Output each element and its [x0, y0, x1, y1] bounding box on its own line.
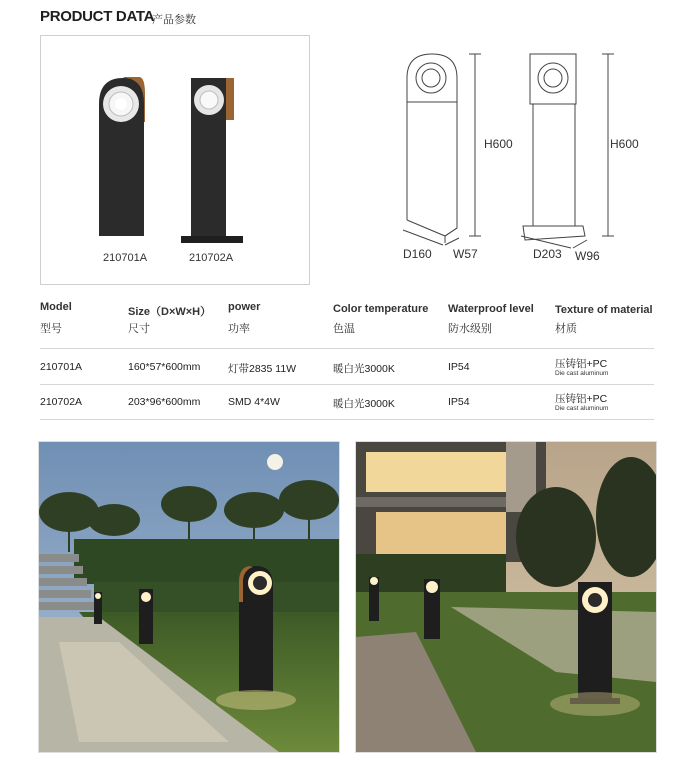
cell-model: 210701A: [40, 361, 83, 373]
table-rule-mid: [40, 384, 654, 385]
header-power: power: [228, 301, 261, 313]
product-210701a-image: [99, 77, 145, 236]
header-size: Size（D×W×H）: [128, 306, 212, 318]
cell-model: 210702A: [40, 396, 83, 408]
drawing-210702a: [521, 54, 614, 248]
cell-material: 压铸铝+PC: [555, 393, 608, 405]
cell-power: SMD 4*4W: [228, 396, 280, 408]
dim-height-b: H600: [610, 137, 639, 151]
header-size-cn: 尺寸: [128, 323, 150, 335]
product-photos: [41, 36, 309, 284]
cell-waterproof: IP54: [448, 361, 470, 373]
cell-material-en: Die cast aluminum: [555, 405, 609, 412]
dim-depth-b: D203: [533, 247, 562, 261]
drawing-210701a: [403, 54, 481, 245]
header-material-cn: 材质: [555, 323, 577, 335]
cell-size: 203*96*600mm: [128, 396, 201, 408]
caption-210702a: 210702A: [189, 252, 234, 264]
cell-color-temp: 暖白光3000K: [333, 363, 395, 375]
page-title: PRODUCT DATA: [40, 8, 155, 25]
dim-height-a: H600: [484, 137, 513, 151]
product-photo-panel: [40, 35, 310, 285]
header-material: Texture of material: [555, 304, 653, 316]
product-210702a-image: [181, 78, 243, 243]
scene-right-illustration: [356, 442, 656, 752]
header-waterproof: Waterproof level: [448, 303, 534, 315]
dim-width-a: W57: [453, 247, 478, 261]
cell-material-en: Die cast aluminum: [555, 370, 609, 377]
cell-size: 160*57*600mm: [128, 361, 201, 373]
header-power-cn: 功率: [228, 323, 250, 335]
table-rule-bottom: [40, 419, 654, 420]
cell-waterproof: IP54: [448, 396, 470, 408]
scene-photo-house-lawn: [355, 441, 657, 753]
header-color-temp: Color temperature: [333, 303, 429, 315]
header-model-cn: 型号: [40, 323, 62, 335]
technical-drawings: [395, 40, 685, 270]
table-rule-top: [40, 348, 654, 349]
cell-material: 压铸铝+PC: [555, 358, 608, 370]
header-model: Model: [40, 301, 72, 313]
cell-color-temp: 暖白光3000K: [333, 398, 395, 410]
header-waterproof-cn: 防水级别: [448, 323, 492, 335]
cell-power: 灯带2835 11W: [228, 363, 297, 375]
scene-left-illustration: [39, 442, 339, 752]
caption-210701a: 210701A: [103, 252, 148, 264]
dim-depth-a: D160: [403, 247, 432, 261]
dim-width-b: W96: [575, 249, 600, 263]
page-subtitle: 产品参数: [152, 14, 196, 26]
header-color-temp-cn: 色温: [333, 323, 355, 335]
scene-photo-garden-path: [38, 441, 340, 753]
